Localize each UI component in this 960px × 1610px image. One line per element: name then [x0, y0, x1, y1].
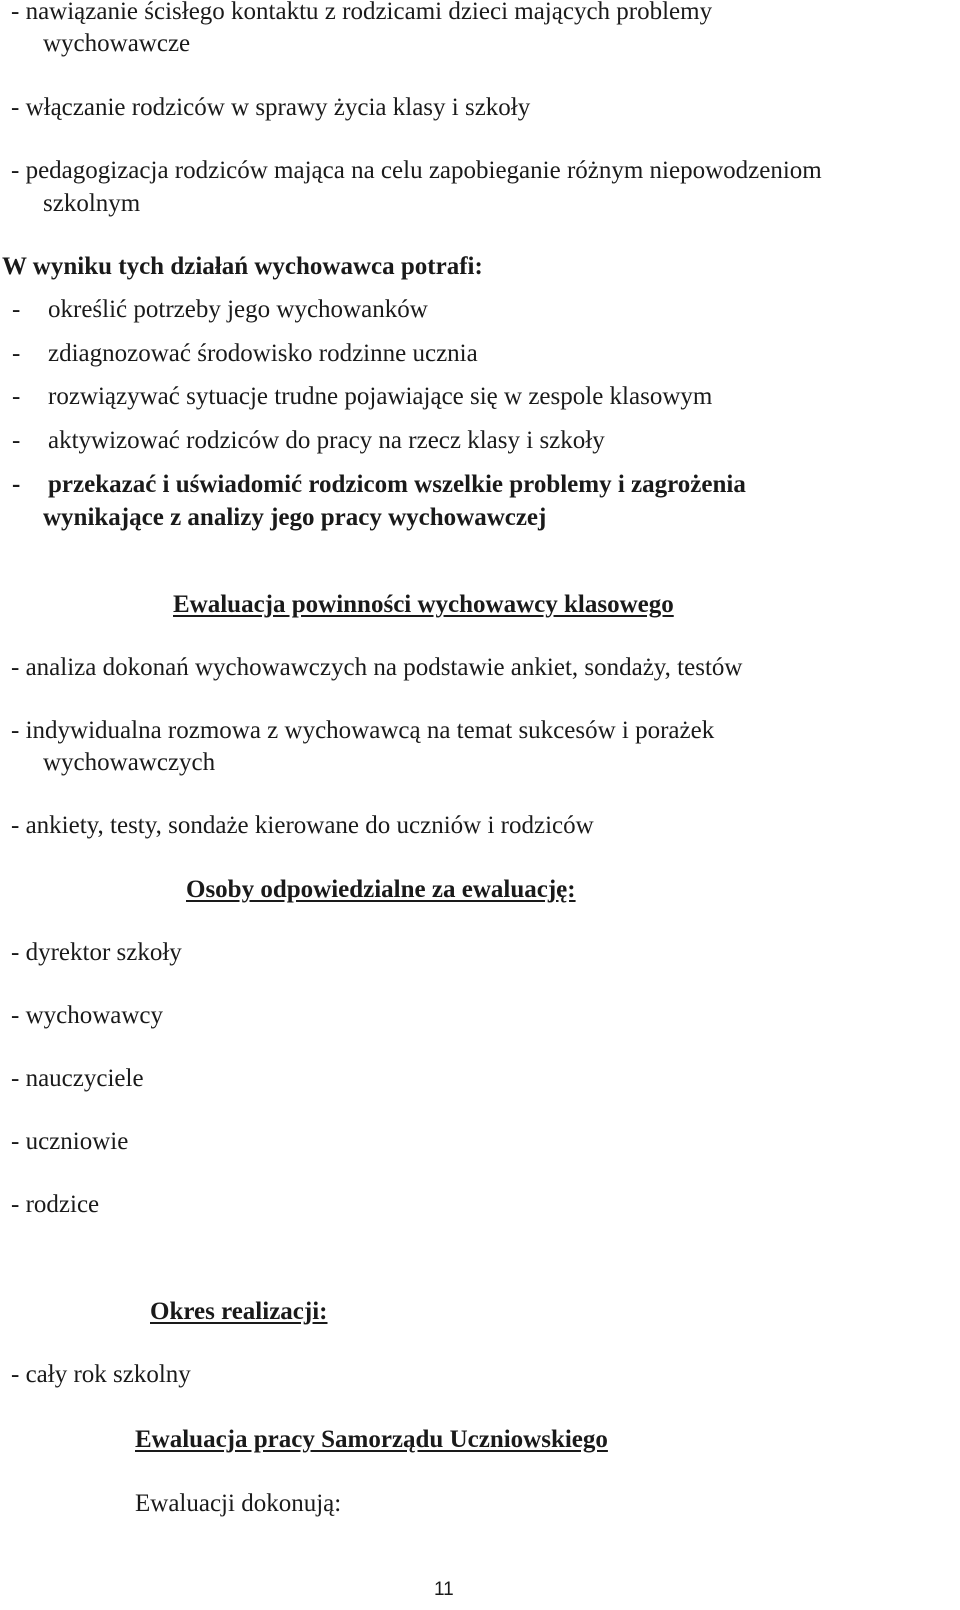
skills-heading: W wyniku tych działań wychowawca potrafi:	[2, 253, 483, 280]
intro-item-2: - włączanie rodziców w sprawy życia klasy i szkoły	[11, 94, 531, 121]
list-dash: -	[12, 383, 21, 410]
responsible-item: - dyrektor szkoły	[11, 939, 182, 966]
evaluation-item: - indywidualna rozmowa z wychowawcą na temat sukcesów i porażek	[11, 717, 715, 744]
list-dash: -	[12, 471, 21, 498]
intro-item-3-continuation: szkolnym	[43, 190, 141, 217]
responsible-heading: Osoby odpowiedzialne za ewaluację:	[186, 876, 576, 903]
skill-item-bold: przekazać i uświadomić rodzicom wszelkie problemy i zagrożenia	[48, 471, 746, 498]
intro-item-3: - pedagogizacja rodziców mająca na celu zapobieganie różnym niepowodzeniom	[11, 157, 822, 184]
page-number: 11	[434, 1579, 454, 1600]
skill-item: zdiagnozować środowisko rodzinne ucznia	[48, 340, 478, 367]
skill-item: rozwiązywać sytuacje trudne pojawiające się w zespole klasowym	[48, 383, 713, 410]
period-item: - cały rok szkolny	[11, 1361, 191, 1388]
responsible-item: - nauczyciele	[11, 1065, 144, 1092]
skill-item-bold-continuation: wynikające z analizy jego pracy wychowawczej	[43, 504, 547, 531]
evaluation-heading: Ewaluacja powinności wychowawcy klasowego	[173, 591, 674, 618]
skill-item: określić potrzeby jego wychowanków	[48, 296, 428, 323]
evaluation-item: - ankiety, testy, sondaże kierowane do uczniów i rodziców	[11, 812, 594, 839]
list-dash: -	[12, 296, 21, 323]
intro-item-1: - nawiązanie ścisłego kontaktu z rodzicami dzieci mających problemy	[11, 0, 713, 25]
evaluation-item-continuation: wychowawczych	[43, 749, 216, 776]
list-dash: -	[12, 340, 21, 367]
responsible-item: - uczniowie	[11, 1128, 129, 1155]
responsible-item: - wychowawcy	[11, 1002, 164, 1029]
evaluation-item: - analiza dokonań wychowawczych na podstawie ankiet, sondaży, testów	[11, 654, 743, 681]
list-dash: -	[12, 427, 21, 454]
skill-item: aktywizować rodziców do pracy na rzecz klasy i szkoły	[48, 427, 605, 454]
council-heading: Ewaluacja pracy Samorządu Uczniowskiego	[135, 1426, 608, 1453]
period-heading: Okres realizacji:	[150, 1298, 328, 1325]
intro-item-1-continuation: wychowawcze	[43, 30, 191, 57]
council-text: Ewaluacji dokonują:	[135, 1490, 342, 1517]
responsible-item: - rodzice	[11, 1191, 100, 1218]
